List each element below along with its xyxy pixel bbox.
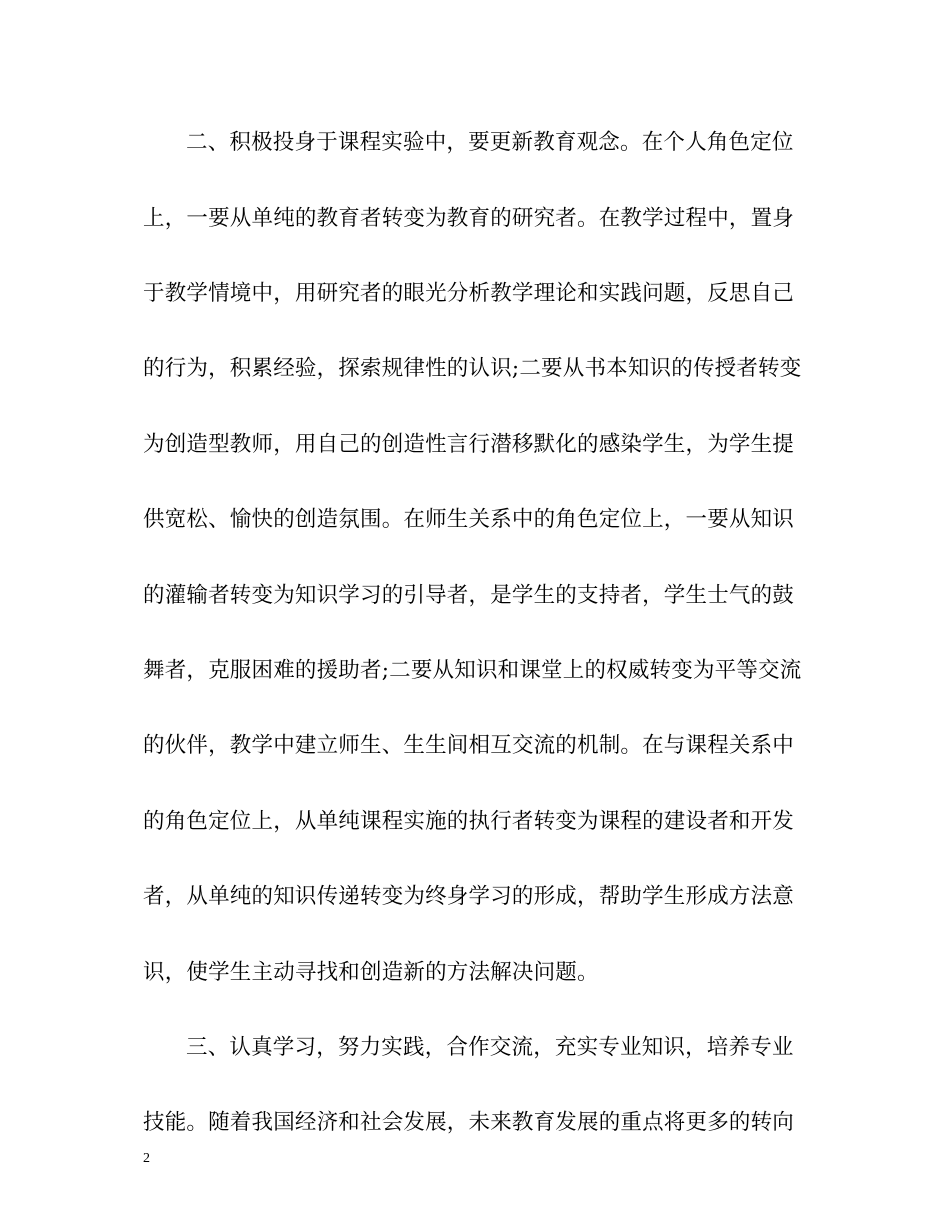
paragraph-line: 技能。随着我国经济和社会发展，未来教育发展的重点将更多的转向 [143,1110,795,1135]
paragraph-line: 的行为，积累经验，探索规律性的认识;二要从书本知识的传授者转变 [143,356,802,381]
paragraph-line: 的伙伴，教学中建立师生、生生间相互交流的机制。在与课程关系中 [143,733,795,758]
paragraph-line: 上，一要从单纯的教育者转变为教育的研究者。在教学过程中，置身 [143,206,795,231]
paragraph-line: 供宽松、愉快的创造氛围。在师生关系中的角色定位上，一要从知识 [143,507,795,532]
paragraph-line: 舞者，克服困难的援助者;二要从知识和课堂上的权威转变为平等交流 [143,658,802,683]
paragraph-line: 的灌输者转变为知识学习的引导者，是学生的支持者，学生士气的鼓 [143,583,795,608]
paragraph-line: 为创造型教师，用自己的创造性言行潜移默化的感染学生，为学生提 [143,432,795,457]
paragraph-line: 二、积极投身于课程实验中，要更新教育观念。在个人角色定位 [186,130,794,155]
paragraph-line: 三、认真学习，努力实践，合作交流，充实专业知识，培养专业 [186,1035,794,1060]
paragraph-line: 者，从单纯的知识传递转变为终身学习的形成，帮助学生形成方法意 [143,884,795,909]
page-number: 2 [143,1151,150,1166]
paragraph-line: 的角色定位上，从单纯课程实施的执行者转变为课程的建设者和开发 [143,809,795,834]
paragraph-line: 于教学情境中，用研究者的眼光分析教学理论和实践问题，反思自己 [143,281,795,306]
paragraph-line: 识，使学生主动寻找和创造新的方法解决问题。 [143,960,599,985]
